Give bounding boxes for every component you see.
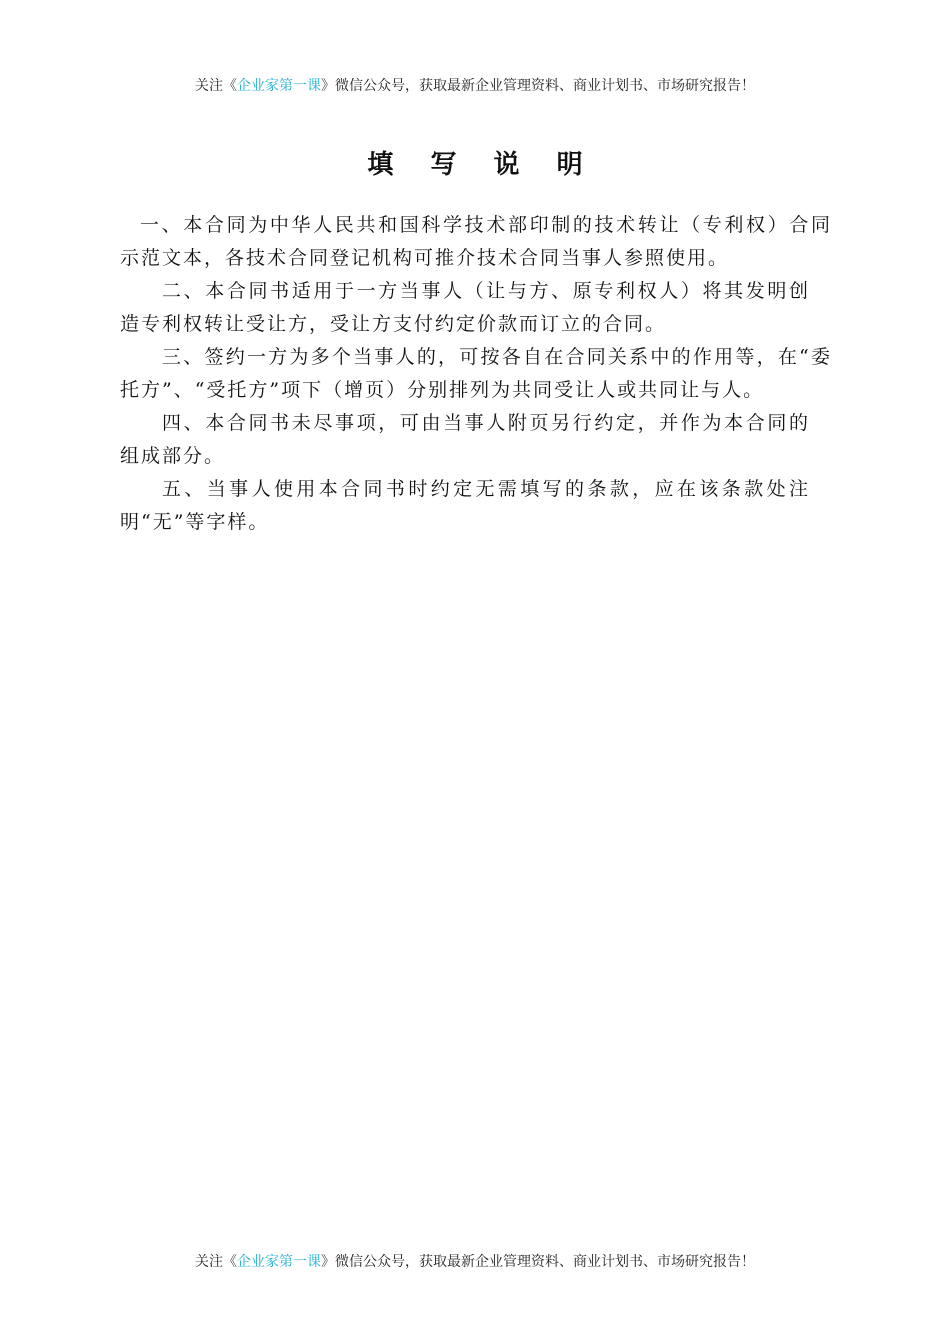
instructions-body [120,209,832,539]
instruction-paragraph-2: 二、本合同书适用于一方当事人（让与方、原专利权人）将其发明创造专利权转让受让方，受让方支付约定价款而订立的合同。 [120,280,810,335]
instruction-paragraph-4: 四、本合同书未尽事项，可由当事人附页另行约定，并作为本合同的组成部分。 [120,412,810,467]
footer-promo-banner [0,1252,950,1272]
header-promo-banner [0,76,950,96]
instruction-paragraph-1: 一、本合同为中华人民共和国科学技术部印制的技术转让（专利权）合同示范文本，各技术合同登记机构可推介技术合同当事人参照使用。 [120,214,832,269]
banner-suffix: 》微信公众号，获取最新企业管理资料、商业计划书、市场研究报告！ [321,78,755,94]
banner-suffix: 》微信公众号，获取最新企业管理资料、商业计划书、市场研究报告！ [321,1254,755,1270]
instruction-paragraph-5: 五、当事人使用本合同书时约定无需填写的条款，应在该条款处注明“无”等字样。 [120,478,810,533]
instruction-paragraph-3: 三、签约一方为多个当事人的，可按各自在合同关系中的作用等，在“委托方”、“受托方”项下（增页）分别排列为共同受让人或共同让与人。 [120,346,832,401]
banner-prefix: 关注《 [195,78,237,94]
banner-highlight: 企业家第一课 [237,78,321,94]
banner-highlight: 企业家第一课 [237,1254,321,1270]
banner-prefix: 关注《 [195,1254,237,1270]
page-title: 填 写 说 明 [367,150,597,180]
